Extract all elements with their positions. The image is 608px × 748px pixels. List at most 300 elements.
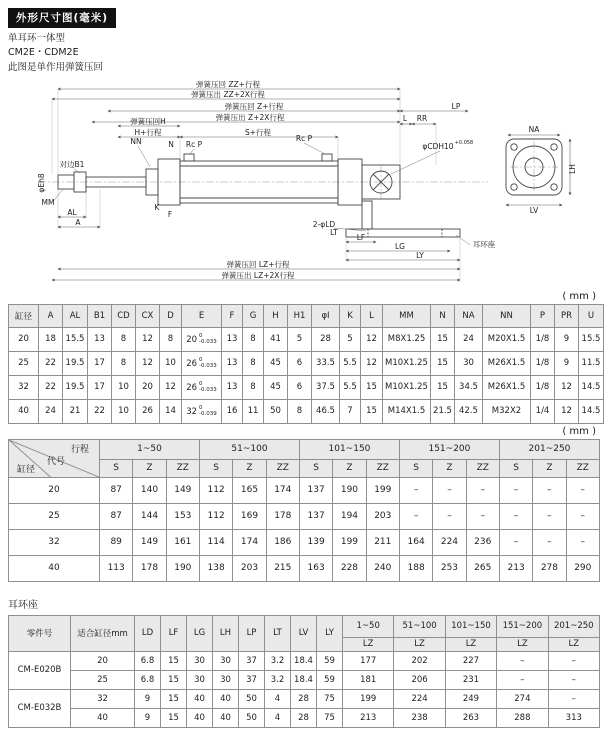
cell: 37 (239, 670, 265, 689)
cell: 231 (445, 670, 496, 689)
drawing-label: F (167, 209, 173, 219)
bracket-upright (362, 201, 372, 229)
column-header: H (264, 304, 288, 327)
cell: 14 (160, 399, 182, 423)
cell: 22 (39, 351, 63, 375)
cell: 20 (71, 651, 135, 670)
cell: 14.5 (579, 375, 604, 399)
cell: 9 (555, 327, 579, 351)
cell: 211 (366, 529, 399, 555)
drawing-labels (37, 79, 577, 280)
cell: 24 (39, 399, 63, 423)
cell: – (566, 477, 599, 503)
cell: 6.8 (135, 651, 161, 670)
cell: 15 (161, 708, 187, 727)
bracket-table (8, 615, 600, 728)
drawing-label: 弹簧压出 ZZ+2X行程 (191, 89, 265, 99)
drawing-label: φCDH10 (422, 141, 454, 151)
bore-cell: 20 (9, 477, 100, 503)
cell: 7 (340, 399, 361, 423)
cell: 202 (394, 651, 445, 670)
tolerance: 0 -0.033 (199, 380, 217, 394)
table-row (9, 708, 600, 727)
header-row (9, 304, 604, 327)
cell: 12 (136, 327, 160, 351)
column-header: 零件号 (9, 615, 71, 651)
cell: 15.5 (63, 327, 88, 351)
drawing-label: 2-φLD (312, 219, 336, 229)
table-row (9, 399, 604, 423)
cell: – (466, 477, 499, 503)
cell: 137 (299, 477, 332, 503)
cell: 4 (265, 689, 291, 708)
drawing-label: S+行程 (244, 127, 272, 137)
cell: 10 (112, 399, 136, 423)
cell: 203 (233, 555, 266, 581)
cell: 28 (312, 327, 340, 351)
cell: 25 (9, 351, 39, 375)
tolerance: 0 -0.033 (199, 356, 217, 370)
cell: 45 (264, 351, 288, 375)
cell: 30 (213, 651, 239, 670)
cell: 20 (9, 327, 39, 351)
cell: 59 (317, 670, 343, 689)
cell: 253 (433, 555, 466, 581)
drawing-label: NN (130, 136, 142, 146)
cell: 15 (361, 375, 383, 399)
cell: 87 (100, 503, 133, 529)
cell: 16 (222, 399, 243, 423)
cell: – (548, 689, 599, 708)
stroke-range-header: 51~100 (199, 439, 299, 459)
drawing-label: 对边B1 (59, 159, 85, 169)
cell: M20X1.5 (483, 327, 531, 351)
stroke-range-header: 1~50 (100, 439, 200, 459)
cell: 12 (160, 375, 182, 399)
cell: 9 (555, 351, 579, 375)
cell: M10X1.25 (383, 375, 431, 399)
cell: 32 (71, 689, 135, 708)
center-lines (38, 141, 558, 199)
column-header: A (39, 304, 63, 327)
cell: 112 (199, 503, 232, 529)
column-header: L (361, 304, 383, 327)
cell: 12 (136, 351, 160, 375)
drawing-label: AL (67, 207, 77, 217)
cell: 6 (288, 375, 312, 399)
cell: 263 (445, 708, 496, 727)
cell: 15 (161, 670, 187, 689)
cell: 50 (239, 708, 265, 727)
lz-header: LZ (394, 637, 445, 651)
cell: 112 (199, 477, 232, 503)
cell: 228 (333, 555, 366, 581)
table-row (9, 327, 604, 351)
cell: 313 (548, 708, 599, 727)
cell: 163 (299, 555, 332, 581)
drawing-label: LT (330, 227, 338, 237)
stroke-range-header: 101~150 (299, 439, 399, 459)
cell: 9 (135, 708, 161, 727)
cell: – (433, 503, 466, 529)
cell: – (499, 529, 532, 555)
unit-label: ( mm ) (562, 290, 596, 302)
cell: 40 (213, 708, 239, 727)
cell: 26 (136, 399, 160, 423)
cell (182, 399, 222, 423)
drawing-label: A (75, 217, 81, 227)
column-header: AL (63, 304, 88, 327)
cell: 138 (199, 555, 232, 581)
cell: – (533, 477, 566, 503)
cell: 50 (239, 689, 265, 708)
cell: 30 (455, 351, 483, 375)
cell: 6 (288, 351, 312, 375)
cell: M10X1.25 (383, 351, 431, 375)
cell: 290 (566, 555, 599, 581)
cell: 1/8 (531, 327, 555, 351)
column-header: U (579, 304, 604, 327)
cell: M14X1.5 (383, 399, 431, 423)
cell: 46.5 (312, 399, 340, 423)
cell: 265 (466, 555, 499, 581)
cell: 19.5 (63, 351, 88, 375)
cell: 30 (187, 670, 213, 689)
cell: 288 (497, 708, 548, 727)
lz-header: LZ (497, 637, 548, 651)
column-header: LY (317, 615, 343, 651)
code-header: S (499, 459, 532, 477)
code-header: S (299, 459, 332, 477)
cell: 40 (187, 689, 213, 708)
page-title: 外形尺寸图(毫米) (8, 8, 116, 28)
table-row (9, 555, 600, 581)
cell: 149 (166, 477, 199, 503)
cell: 137 (299, 503, 332, 529)
drawing-label: NA (528, 124, 540, 134)
cell: 149 (133, 529, 166, 555)
cell: 11.5 (579, 351, 604, 375)
cell: 40 (213, 689, 239, 708)
cell: 6.8 (135, 670, 161, 689)
drawing-label: LF (356, 232, 366, 242)
cell: 21.5 (431, 399, 455, 423)
column-header: MM (383, 304, 431, 327)
cell: 139 (299, 529, 332, 555)
cell: 17 (88, 351, 112, 375)
cell: 20 (136, 375, 160, 399)
cell: 12 (555, 399, 579, 423)
stroke-range-header: 201~250 (499, 439, 599, 459)
cell: 213 (343, 708, 394, 727)
drawing-label: 弹簧压回H (130, 116, 166, 126)
code-header: Z (233, 459, 266, 477)
cell: 11 (243, 399, 264, 423)
cell: 18.4 (291, 670, 317, 689)
cell: 15 (161, 689, 187, 708)
cell: 24 (455, 327, 483, 351)
cell: 153 (166, 503, 199, 529)
cell: 75 (317, 689, 343, 708)
cell: 22 (39, 375, 63, 399)
cell: 59 (317, 651, 343, 670)
cell: 30 (213, 670, 239, 689)
table-row (9, 375, 604, 399)
column-header: φI (312, 304, 340, 327)
value: 26 (186, 382, 198, 393)
column-header: CD (112, 304, 136, 327)
drawing-label: N (168, 139, 174, 149)
code-header: Z (133, 459, 166, 477)
cell: M8X1.25 (383, 327, 431, 351)
cell: 12 (361, 327, 383, 351)
cell: 3.2 (265, 651, 291, 670)
drawing-label: RR (416, 113, 428, 123)
stroke-table (8, 439, 600, 582)
cell: 1/8 (531, 351, 555, 375)
stroke-range-header: 101~150 (445, 615, 496, 637)
cell: 5 (288, 327, 312, 351)
value: 20 (186, 334, 198, 345)
cell: – (433, 477, 466, 503)
cell: 114 (199, 529, 232, 555)
header-row (9, 615, 600, 637)
cell: 278 (533, 555, 566, 581)
cell: 5.5 (340, 351, 361, 375)
diagonal-header-cell (9, 439, 100, 477)
value: 32 (186, 406, 198, 417)
code-header: S (100, 459, 133, 477)
bore-cell: 25 (9, 503, 100, 529)
column-header: 适合缸径mm (71, 615, 135, 651)
bore-cell: 32 (9, 529, 100, 555)
cell: 17 (88, 375, 112, 399)
column-header: LG (187, 615, 213, 651)
column-header: N (431, 304, 455, 327)
cell: 18 (39, 327, 63, 351)
code-header: Z (433, 459, 466, 477)
column-header: LV (291, 615, 317, 651)
cell: 190 (166, 555, 199, 581)
cell: 45 (264, 375, 288, 399)
cell: – (497, 651, 548, 670)
column-header: LF (161, 615, 187, 651)
drawing-label: 弹簧压回 Z+行程 (224, 101, 284, 111)
intro-line-type: 单耳环一体型 (8, 33, 66, 44)
code-header: Z (333, 459, 366, 477)
cell: 194 (333, 503, 366, 529)
cell: 213 (499, 555, 532, 581)
cell: – (548, 670, 599, 689)
column-header: NA (455, 304, 483, 327)
corner-label-code: 代号 (46, 456, 65, 467)
column-header: F (222, 304, 243, 327)
cell: 30 (187, 651, 213, 670)
column-header: LD (135, 615, 161, 651)
cell: 12 (555, 375, 579, 399)
intro-block (8, 32, 600, 75)
lz-header: LZ (343, 637, 394, 651)
cell: 177 (343, 651, 394, 670)
cell: 18.4 (291, 651, 317, 670)
cell: 227 (445, 651, 496, 670)
column-header: NN (483, 304, 531, 327)
cell: – (399, 477, 432, 503)
cell: 240 (366, 555, 399, 581)
cell (182, 375, 222, 399)
drawing-label: LV (529, 205, 539, 215)
drawing-label: 弹簧压出 LZ+2X行程 (221, 270, 295, 280)
value: 26 (186, 358, 198, 369)
code-header: S (199, 459, 232, 477)
cell: 28 (291, 708, 317, 727)
column-header: G (243, 304, 264, 327)
table-row (9, 670, 600, 689)
drawing-label: 耳环座 (472, 239, 496, 249)
cell: 8 (160, 327, 182, 351)
column-header: B1 (88, 304, 112, 327)
cell: 40 (9, 399, 39, 423)
cell: 174 (233, 529, 266, 555)
drawing-label: φEh8 (37, 173, 46, 193)
bore-cell: 40 (9, 555, 100, 581)
cell: – (466, 503, 499, 529)
column-header: LH (213, 615, 239, 651)
cell: – (548, 651, 599, 670)
code-header: ZZ (566, 459, 599, 477)
table-row (9, 651, 600, 670)
cell: 144 (133, 503, 166, 529)
cell (182, 351, 222, 375)
cell: 140 (133, 477, 166, 503)
leader-lines (52, 143, 470, 245)
stroke-range-header: 51~100 (394, 615, 445, 637)
code-header: Z (533, 459, 566, 477)
dimensions-table (8, 304, 604, 424)
stroke-range-header: 201~250 (548, 615, 599, 637)
tolerance: 0 -0.039 (199, 404, 217, 418)
cell: 5 (340, 327, 361, 351)
cell: 15 (431, 327, 455, 351)
cell: 8 (112, 351, 136, 375)
cell: 50 (264, 399, 288, 423)
cell: 186 (266, 529, 299, 555)
cell: – (566, 529, 599, 555)
code-header: ZZ (466, 459, 499, 477)
cell: 1/8 (531, 375, 555, 399)
table-row (9, 689, 600, 708)
cell: 181 (343, 670, 394, 689)
cell: 9 (135, 689, 161, 708)
column-header: 缸径 (9, 304, 39, 327)
part-number-cell: CM-E020B (9, 651, 71, 689)
cell: 199 (343, 689, 394, 708)
cell: 15 (161, 651, 187, 670)
corner-label-stroke: 行程 (70, 444, 89, 455)
cell: 164 (399, 529, 432, 555)
cell: – (497, 670, 548, 689)
dimension-drawing (8, 77, 600, 289)
cell: 15.5 (579, 327, 604, 351)
cell: 161 (166, 529, 199, 555)
cell: 10 (112, 375, 136, 399)
table-row (9, 351, 604, 375)
header-row (9, 439, 600, 459)
cell: 19.5 (63, 375, 88, 399)
cell: 8 (243, 375, 264, 399)
stroke-range-header: 151~200 (399, 439, 499, 459)
port-boss-rod (322, 154, 332, 161)
cell: 21 (63, 399, 88, 423)
cell: – (566, 503, 599, 529)
table-row (9, 503, 600, 529)
cell: 188 (399, 555, 432, 581)
column-header: CX (136, 304, 160, 327)
drawing-label: Rc P (295, 133, 313, 143)
cell: 178 (133, 555, 166, 581)
drawing-label: LH (568, 163, 577, 174)
cylinder-outline (58, 154, 400, 205)
drawing-label: K (154, 202, 160, 212)
cell: M32X2 (483, 399, 531, 423)
cell: 199 (366, 477, 399, 503)
bracket-table-title: 耳环座 (8, 599, 38, 611)
cell: 33.5 (312, 351, 340, 375)
drawing-label: Rc P (185, 139, 203, 149)
cell: 37 (239, 651, 265, 670)
cell: 22 (88, 399, 112, 423)
cell: 8 (112, 327, 136, 351)
stroke-range-header: 1~50 (343, 615, 394, 637)
port-boss-head (184, 154, 194, 161)
cell: 13 (222, 351, 243, 375)
cell: M26X1.5 (483, 351, 531, 375)
part-number-cell: CM-E032B (9, 689, 71, 727)
lz-header: LZ (445, 637, 496, 651)
cell: 206 (394, 670, 445, 689)
cell: 8 (288, 399, 312, 423)
column-header: K (340, 304, 361, 327)
cell: 13 (88, 327, 112, 351)
lz-header: LZ (548, 637, 599, 651)
code-header: ZZ (266, 459, 299, 477)
cell (182, 327, 222, 351)
unit-label: ( mm ) (562, 425, 596, 437)
cell: 28 (291, 689, 317, 708)
cell: 224 (433, 529, 466, 555)
cell: 40 (71, 708, 135, 727)
cell: – (533, 529, 566, 555)
column-header: P (531, 304, 555, 327)
drawing-label: 弹簧压回 ZZ+行程 (196, 79, 260, 89)
cell: 113 (100, 555, 133, 581)
cell: 25 (71, 670, 135, 689)
cell: 13 (222, 327, 243, 351)
drawing-label: LP (451, 101, 461, 111)
drawing-label: 弹簧压出 Z+2X行程 (215, 112, 285, 122)
cell: 34.5 (455, 375, 483, 399)
cell: 15 (431, 375, 455, 399)
cell: 224 (394, 689, 445, 708)
cell: 215 (266, 555, 299, 581)
cell: 3.2 (265, 670, 291, 689)
cell: – (499, 477, 532, 503)
cell: 14.5 (579, 399, 604, 423)
cell: 87 (100, 477, 133, 503)
cell: 13 (222, 375, 243, 399)
cell: 1/4 (531, 399, 555, 423)
column-header: D (160, 304, 182, 327)
